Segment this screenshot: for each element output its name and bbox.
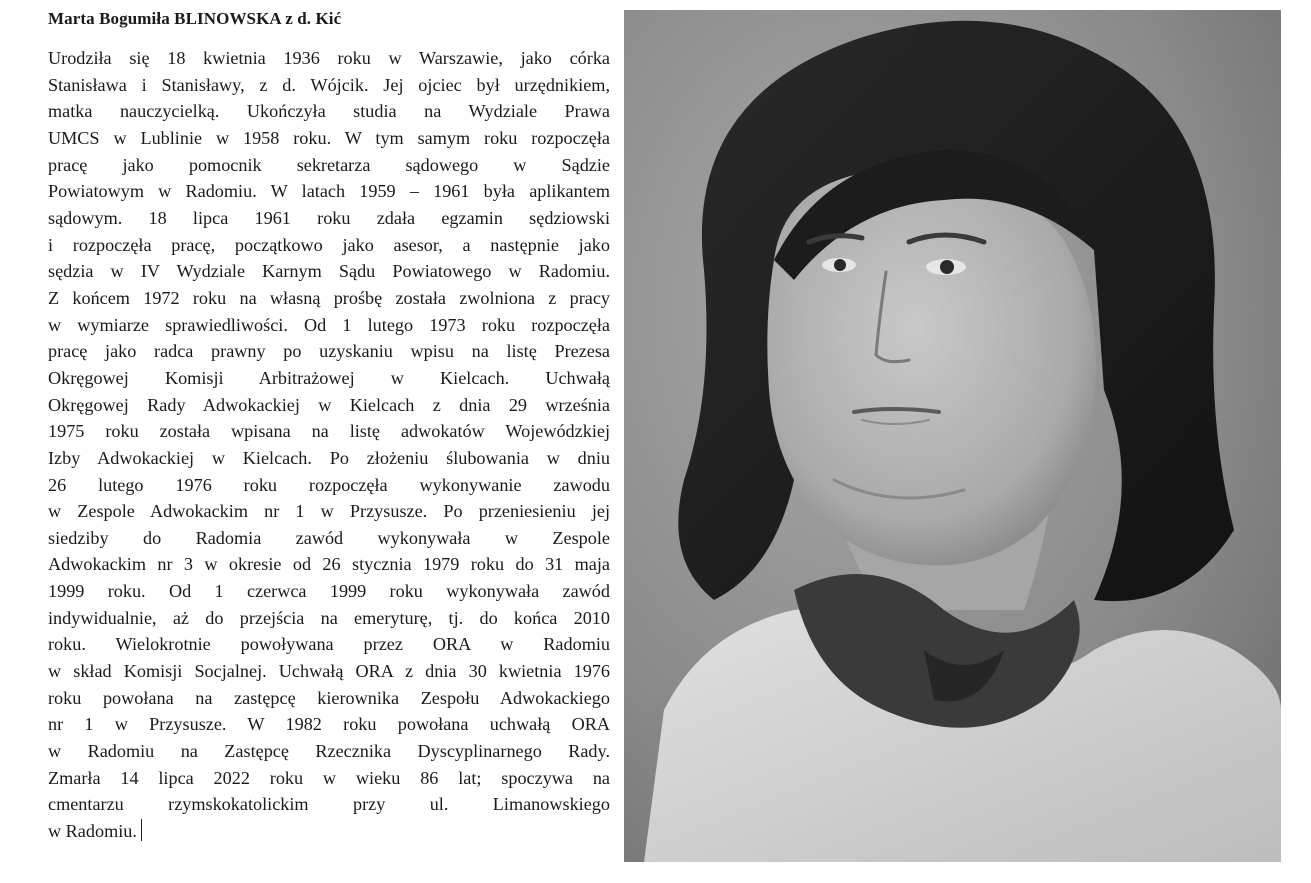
- bio-line: Urodziła się 18 kwietnia 1936 roku w Warszawie, jako córka: [48, 48, 610, 68]
- bio-line: 26 lutego 1976 roku rozpoczęła wykonywanie zawodu: [48, 474, 610, 495]
- bio-line: pracę jako pomocnik sekretarza sądowego w Sądzie: [48, 154, 610, 175]
- bio-line: roku powołana na zastępcę kierownika Zespołu Adwokackiego: [48, 687, 610, 708]
- bio-line: sądowym. 18 lipca 1961 roku zdała egzamin sędziowski: [48, 207, 610, 228]
- bio-line: pracę jako radca prawny po uzyskaniu wpisu na listę Prezesa: [48, 341, 610, 362]
- bio-line: w wymiarze sprawiedliwości. Od 1 lutego 1973 roku rozpoczęła: [48, 314, 610, 335]
- bio-line: Zmarła 14 lipca 2022 roku w wieku 86 lat; spoczywa na: [48, 767, 610, 788]
- bio-line: Okręgowej Komisji Arbitrażowej w Kielcach. Uchwałą: [48, 367, 610, 388]
- bio-line: Z końcem 1972 roku na własną prośbę została zwolniona z pracy: [48, 287, 610, 308]
- bio-line: Powiatowym w Radomiu. W latach 1959 – 1961 była aplikantem: [48, 181, 610, 202]
- bio-line: nr 1 w Przysusze. W 1982 roku powołana uchwałą ORA: [48, 714, 610, 735]
- portrait-photo: [624, 10, 1281, 862]
- bio-line: i rozpoczęła pracę, początkowo jako asesor, a następnie jako: [48, 234, 610, 255]
- bio-line: roku. Wielokrotnie powoływana przez ORA w Radomiu: [48, 634, 610, 655]
- bio-line: w skład Komisji Socjalnej. Uchwałą ORA z dnia 30 kwietnia 1976: [48, 661, 610, 682]
- bio-line-last: [48, 818, 610, 845]
- text-cursor: [141, 819, 142, 841]
- bio-line: sędzia w IV Wydziale Karnym Sądu Powiatowego w Radomiu.: [48, 261, 610, 282]
- portrait-image: [624, 10, 1281, 862]
- bio-line: cmentarzu rzymskokatolickim przy ul. Limanowskiego: [48, 794, 610, 815]
- page-title: Marta Bogumiła BLINOWSKA z d. Kić: [48, 9, 342, 28]
- biography-text[interactable]: [48, 45, 610, 845]
- bio-line: Izby Adwokackiej w Kielcach. Po złożeniu ślubowania w dniu: [48, 447, 610, 468]
- bio-line: indywidualnie, aż do przejścia na emeryturę, tj. do końca 2010: [48, 607, 610, 628]
- bio-line: matka nauczycielką. Ukończyła studia na Wydziale Prawa: [48, 101, 610, 122]
- bio-line: w Radomiu na Zastępcę Rzecznika Dyscyplinarnego Rady.: [48, 741, 610, 762]
- bio-line: 1975 roku została wpisana na listę adwokatów Wojewódzkiej: [48, 421, 610, 442]
- bio-line: Adwokackim nr 3 w okresie od 26 stycznia 1979 roku do 31 maja: [48, 554, 610, 575]
- bio-line: siedziby do Radomia zawód wykonywała w Zespole: [48, 527, 610, 548]
- bio-line: w Zespole Adwokackim nr 1 w Przysusze. Po przeniesieniu jej: [48, 501, 610, 522]
- bio-line: 1999 roku. Od 1 czerwca 1999 roku wykonywała zawód: [48, 581, 610, 602]
- bio-line-text: w Radomiu.: [48, 821, 137, 842]
- bio-line: Okręgowej Rady Adwokackiej w Kielcach z dnia 29 września: [48, 394, 610, 415]
- bio-line: Stanisława i Stanisławy, z d. Wójcik. Jej ojciec był urzędnikiem,: [48, 74, 610, 95]
- bio-line: UMCS w Lublinie w 1958 roku. W tym samym roku rozpoczęła: [48, 127, 610, 148]
